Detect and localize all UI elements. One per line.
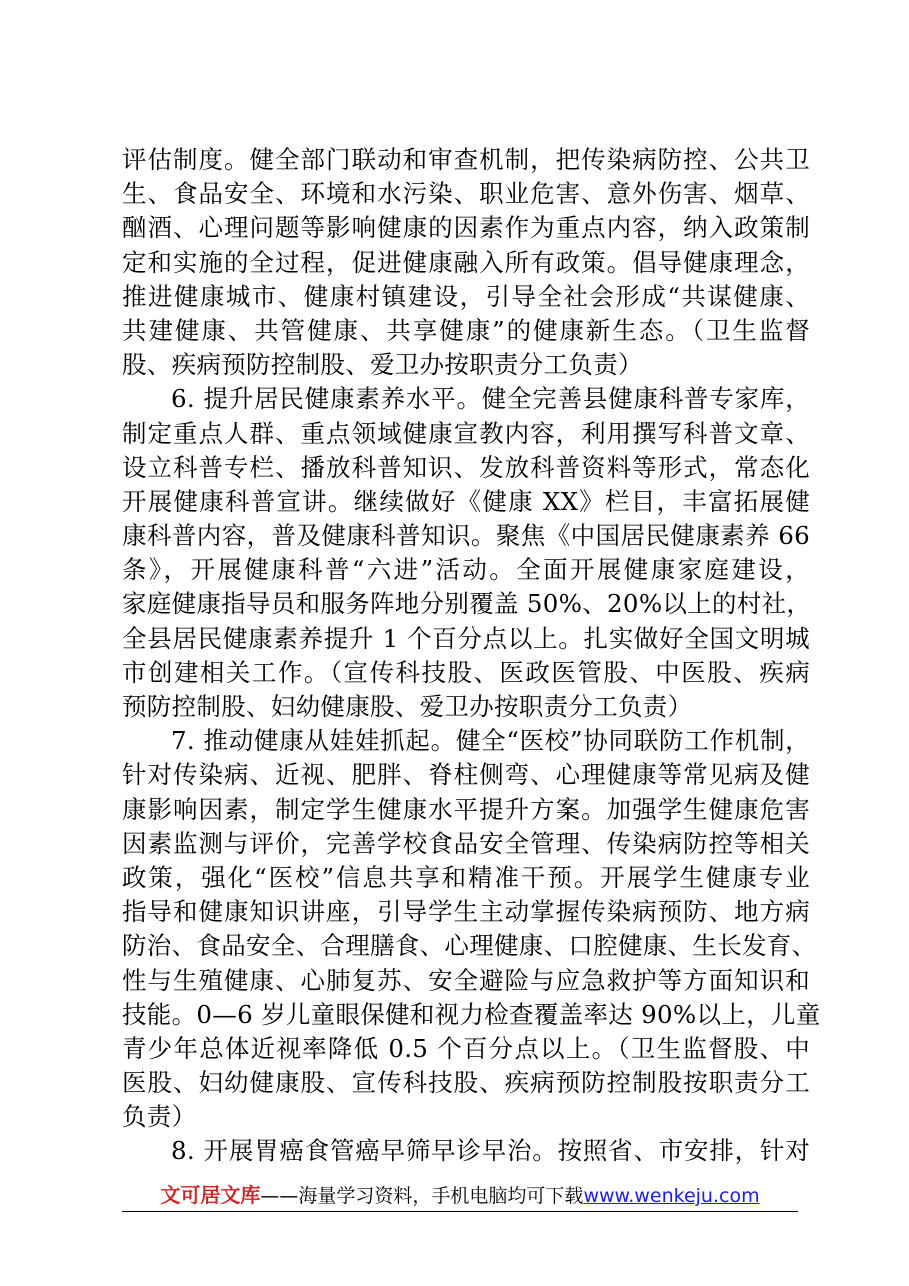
paragraph-first-line: 7. 推动健康从娃娃抓起。健全“医校”协同联防工作机制， [171,726,810,756]
text-line: 生、食品安全、环境和水污染、职业危害、意外伤害、烟草、 [122,179,810,209]
text-line: 因素监测与评价，完善学校食品安全管理、传染病防控等相关 [122,828,810,858]
text-line: 技能。0—6 岁儿童眼保健和视力检查覆盖率达 90%以上，儿童 [122,999,821,1029]
text-line: 政策，强化“医校”信息共享和精准干预。开展学生健康专业 [122,862,810,892]
paragraph-first-line: 8. 开展胃癌食管癌早筛早诊早治。按照省、市安排，针对 [171,1136,810,1166]
text-line: 酗酒、心理问题等影响健康的因素作为重点内容，纳入政策制 [122,213,810,243]
text-line: 制定重点人群、重点领域健康宣教内容，利用撰写科普文章、 [122,418,810,448]
text-line: 评估制度。健全部门联动和审查机制，把传染病防控、公共卫 [122,145,810,174]
footer-dash: —— [260,1185,299,1207]
text-line: 股、疾病预防控制股、爱卫办按职责分工负责） [122,350,643,380]
text-line: 康影响因素，制定学生健康水平提升方案。加强学生健康危害 [122,794,810,824]
text-line: 指导和健康知识讲座，引导学生主动掌握传染病预防、地方病 [122,897,810,927]
text-line: 预防控制股、妇幼健康股、爱卫办按职责分工负责） [122,692,693,721]
text-line: 市创建相关工作。（宣传科技股、医政医管股、中医股、疾病 [122,657,810,687]
text-line: 推进健康城市、健康村镇建设，引导全社会形成“共谋健康、 [122,281,810,311]
footer-banner [122,1182,798,1209]
text-line: 医股、妇幼健康股、宣传科技股、疾病预防控制股按职责分工 [122,1068,810,1098]
text-line: 康科普内容，普及健康科普知识。聚焦《中国居民健康素养 66 [122,521,810,551]
text-line: 负责） [122,1102,197,1132]
text-line: 设立科普专栏、播放科普知识、发放科普资料等形式，常态化 [122,452,810,482]
text-line: 青少年总体近视率降低 0.5 个百分点以上。（卫生监督股、中 [122,1033,810,1063]
document-body [122,143,821,1169]
text-line: 条》，开展健康科普“六进”活动。全面开展健康家庭建设， [122,555,810,585]
text-line: 性与生殖健康、心肺复苏、安全避险与应急救护等方面知识和 [122,965,810,995]
text-line: 针对传染病、近视、肥胖、脊柱侧弯、心理健康等常见病及健 [122,760,810,790]
text-line: 家庭健康指导员和服务阵地分别覆盖 50%、20%以上的村社， [122,589,812,619]
text-line: 开展健康科普宣讲。继续做好《健康 XX》栏目，丰富拓展健 [122,486,810,516]
footer-divider [122,1211,798,1212]
footer-brand: 文可居文库 [160,1183,261,1207]
text-line: 全县居民健康素养提升 1 个百分点以上。扎实做好全国文明城 [122,623,810,653]
text-line: 共建健康、共管健康、共享健康”的健康新生态。（卫生监督 [122,315,810,345]
paragraph-first-line: 6. 提升居民健康素养水平。健全完善县健康科普专家库， [171,384,810,414]
text-line: 定和实施的全过程，促进健康融入所有政策。倡导健康理念， [122,247,810,277]
footer-tagline: 海量学习资料，手机电脑均可下载 [298,1185,584,1207]
footer-url-link[interactable]: www.wenkeju.com [583,1185,760,1207]
text-line: 防治、食品安全、合理膳食、心理健康、口腔健康、生长发育、 [122,931,817,961]
